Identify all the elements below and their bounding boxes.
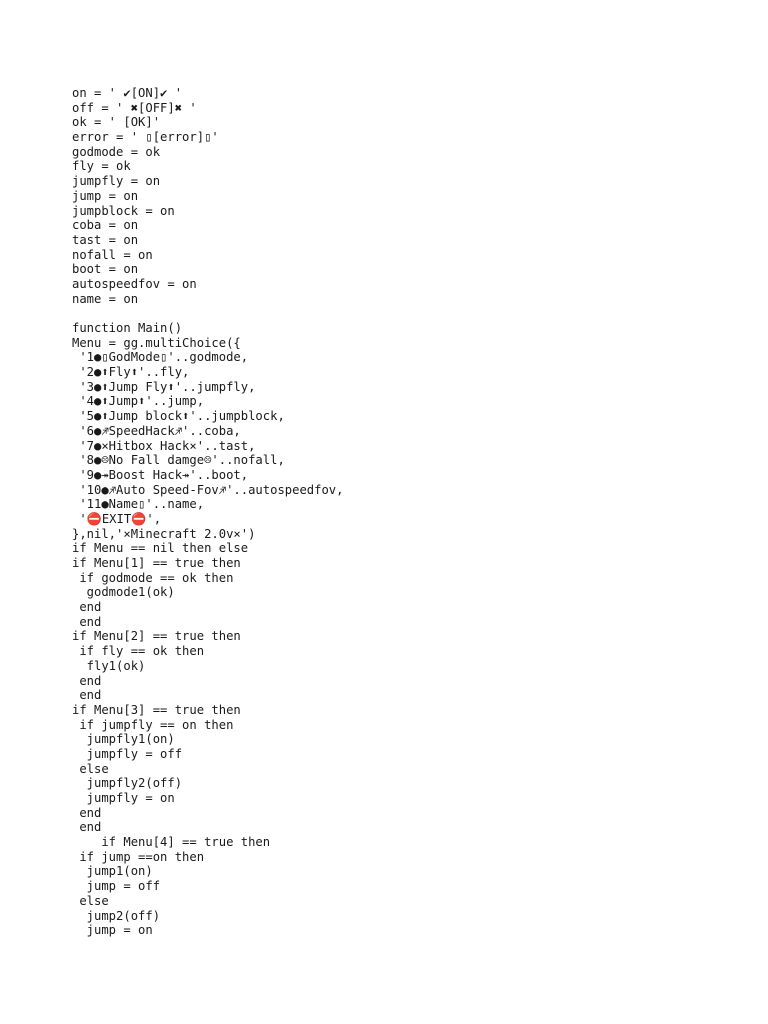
code-line: jump = on	[72, 923, 153, 938]
code-line: off = ' ✖[OFF]✖ '	[72, 100, 197, 115]
code-line: boot = on	[72, 262, 139, 277]
code-line: else	[72, 761, 109, 776]
code-line: '7●⨯Hitbox Hack⨯'..tast,	[72, 438, 256, 453]
code-line: '5●⬆Jump block⬆'..jumpblock,	[72, 409, 285, 424]
code-line: fly1(ok)	[72, 658, 146, 673]
code-line: on = ' ✔[ON]✔ '	[72, 86, 183, 100]
code-line: end	[72, 820, 102, 835]
code-line: jumpfly1(on)	[72, 732, 175, 747]
code-line: function Main()	[72, 321, 183, 335]
code-line: end	[72, 614, 102, 629]
code-line: jumpblock = on	[72, 203, 175, 218]
code-line: nofall = on	[72, 247, 153, 262]
code-line: godmode1(ok)	[72, 585, 175, 600]
code-line: godmode = ok	[72, 144, 161, 159]
code-line: end	[72, 688, 102, 703]
code-line: name = on	[72, 291, 139, 306]
code-line: if jumpfly == on then	[72, 717, 234, 732]
code-line: jumpfly = on	[72, 174, 161, 189]
code-line: '3●⬆Jump Fly⬆'..jumpfly,	[72, 379, 256, 394]
code-line: jumpfly = on	[72, 791, 175, 805]
code-line: '4●⬆Jump⬆'..jump,	[72, 394, 205, 409]
code-line: jumpfly = off	[72, 746, 183, 761]
code-line: if Menu[1] == true then	[72, 556, 241, 570]
code-line: jump = off	[72, 879, 161, 894]
code-line: jump = on	[72, 188, 139, 203]
code-line: Menu = gg.multiChoice({	[72, 335, 241, 350]
code-line: '6●♐SpeedHack♐'..coba,	[72, 423, 241, 438]
code-line	[72, 306, 344, 321]
code-line: coba = on	[72, 218, 139, 233]
code-line: autospeedfov = on	[72, 276, 197, 291]
code-line: if fly == ok then	[72, 644, 205, 659]
code-line: else	[72, 893, 109, 908]
code-line: if Menu == nil then else	[72, 541, 249, 556]
code-line: },nil,'⨯Minecraft 2.0v⨯')	[72, 526, 256, 541]
code-line: error = ' ▯[error]▯'	[72, 130, 219, 145]
code-line: jumpfly2(off)	[72, 776, 183, 791]
code-line: '2●⬆Fly⬆'..fly,	[72, 365, 190, 380]
code-line: jump2(off)	[72, 908, 161, 923]
code-line: '11●Name▯'..name,	[72, 497, 205, 512]
code-line: ok = ' [OK]'	[72, 115, 161, 130]
code-line: end	[72, 673, 102, 688]
code-line: if Menu[2] == true then	[72, 629, 241, 644]
code-line: if jump ==on then	[72, 849, 205, 864]
code-line: end	[72, 805, 102, 820]
code-line: '8●☹No Fall damge☹'..nofall,	[72, 453, 285, 468]
code-line: end	[72, 600, 102, 615]
code-line: jump1(on)	[72, 864, 153, 879]
code-listing	[72, 86, 344, 938]
code-line: '10●♐Auto Speed-Fov♐'..autospeedfov,	[72, 482, 344, 497]
code-line: if godmode == ok then	[72, 570, 234, 585]
code-line: tast = on	[72, 232, 139, 247]
code-line: '9●↠Boost Hack↠'..boot,	[72, 467, 249, 482]
code-line: if Menu[3] == true then	[72, 702, 241, 717]
code-line: '⛔EXIT⛔',	[72, 511, 162, 526]
code-line: fly = ok	[72, 159, 131, 174]
code-line: if Menu[4] == true then	[72, 835, 271, 850]
code-line: '1●▯GodMode▯'..godmode,	[72, 350, 249, 365]
